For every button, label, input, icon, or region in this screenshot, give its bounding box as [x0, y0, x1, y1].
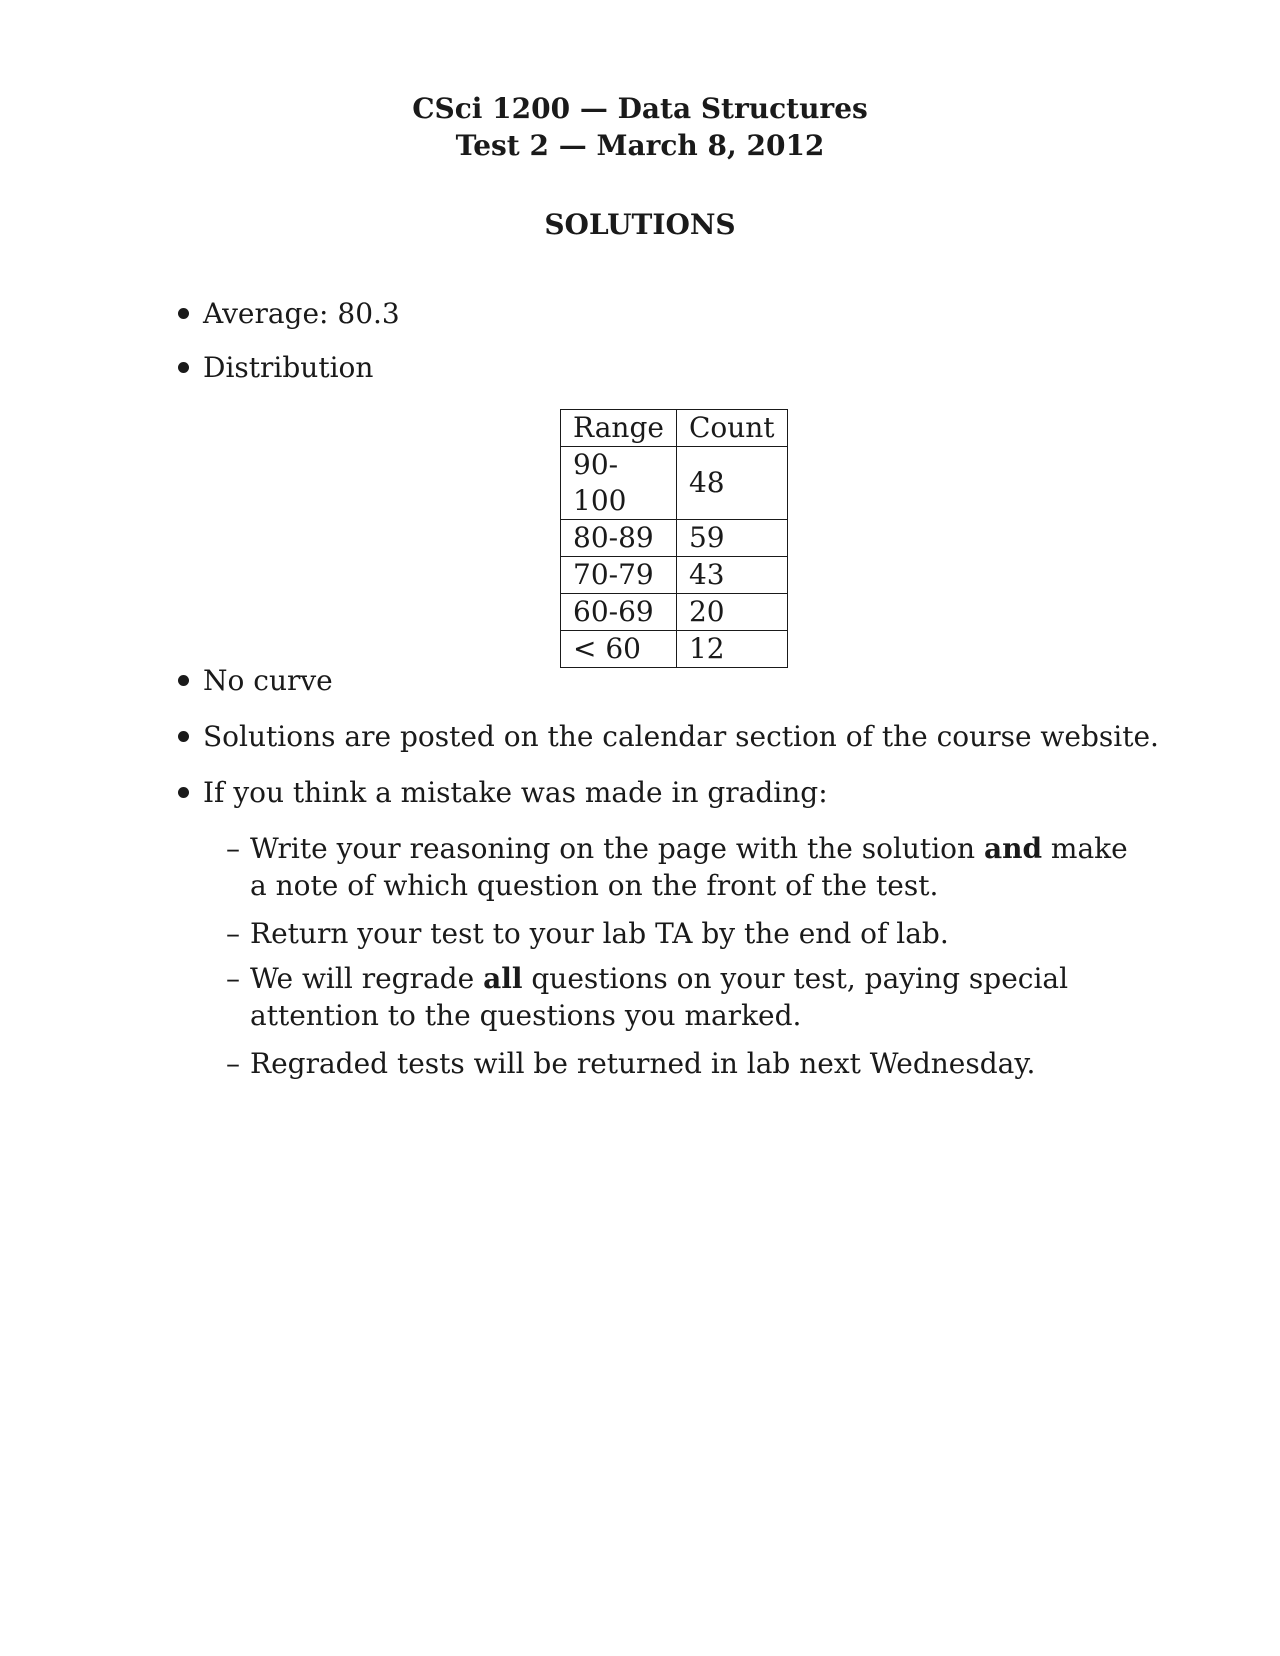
mistake-item	[178, 775, 828, 811]
bullet-icon	[178, 308, 189, 319]
sub-text: Return your test to your lab TA by the end of lab.	[250, 917, 949, 950]
sub-text-bold: and	[983, 832, 1043, 865]
sub-text-part: questions on your test, paying special attention to the questions you marked.	[250, 962, 1069, 1032]
dash-icon: –	[226, 1047, 240, 1080]
table-row	[561, 557, 788, 594]
bullet-icon	[178, 787, 189, 798]
range-cell: 60-69	[561, 594, 677, 631]
table-header-row	[561, 410, 788, 447]
table-row	[561, 631, 788, 668]
average-text: Average: 80.3	[203, 297, 400, 330]
table-row	[561, 520, 788, 557]
solutions-heading: SOLUTIONS	[544, 208, 736, 241]
test-date: Test 2 — March 8, 2012	[455, 129, 825, 162]
table-row	[561, 594, 788, 631]
sub-item-return	[226, 915, 1146, 952]
no-curve-text: No curve	[203, 664, 333, 697]
count-cell: 12	[676, 631, 787, 668]
course-title: CSci 1200 — Data Structures	[412, 92, 868, 125]
average-item	[178, 296, 400, 332]
sub-item-regrade	[226, 960, 1146, 1034]
solutions-posted-text: Solutions are posted on the calendar section of the course website.	[203, 720, 1159, 753]
distribution-text: Distribution	[203, 351, 374, 384]
sub-text-part: We will regrade	[250, 962, 484, 995]
range-cell: 90-100	[561, 447, 677, 520]
distribution-table	[560, 409, 788, 668]
sub-text: Regraded tests will be returned in lab next Wednesday.	[250, 1047, 1036, 1080]
sub-text-part: make a note of which question on the front of the test.	[250, 832, 1128, 902]
sub-text-part: Write your reasoning on the page with the solution	[250, 832, 984, 865]
document-header	[0, 90, 1280, 164]
count-cell: 48	[676, 447, 787, 520]
dash-icon: –	[226, 832, 240, 865]
dash-icon: –	[226, 962, 240, 995]
count-cell: 20	[676, 594, 787, 631]
sub-text-bold: all	[483, 962, 523, 995]
count-cell: 43	[676, 557, 787, 594]
sub-item-reasoning	[226, 830, 1146, 904]
header-count: Count	[676, 410, 787, 447]
bullet-icon	[178, 362, 189, 373]
table-row	[561, 447, 788, 520]
mistake-text: If you think a mistake was made in grading:	[203, 776, 828, 809]
range-cell: < 60	[561, 631, 677, 668]
no-curve-item	[178, 663, 333, 699]
header-range: Range	[561, 410, 677, 447]
bullet-icon	[178, 675, 189, 686]
distribution-item	[178, 350, 373, 386]
sub-item-returned	[226, 1045, 1146, 1082]
dash-icon: –	[226, 917, 240, 950]
range-cell: 70-79	[561, 557, 677, 594]
count-cell: 59	[676, 520, 787, 557]
range-cell: 80-89	[561, 520, 677, 557]
solutions-posted-item	[178, 719, 1159, 755]
bullet-icon	[178, 731, 189, 742]
